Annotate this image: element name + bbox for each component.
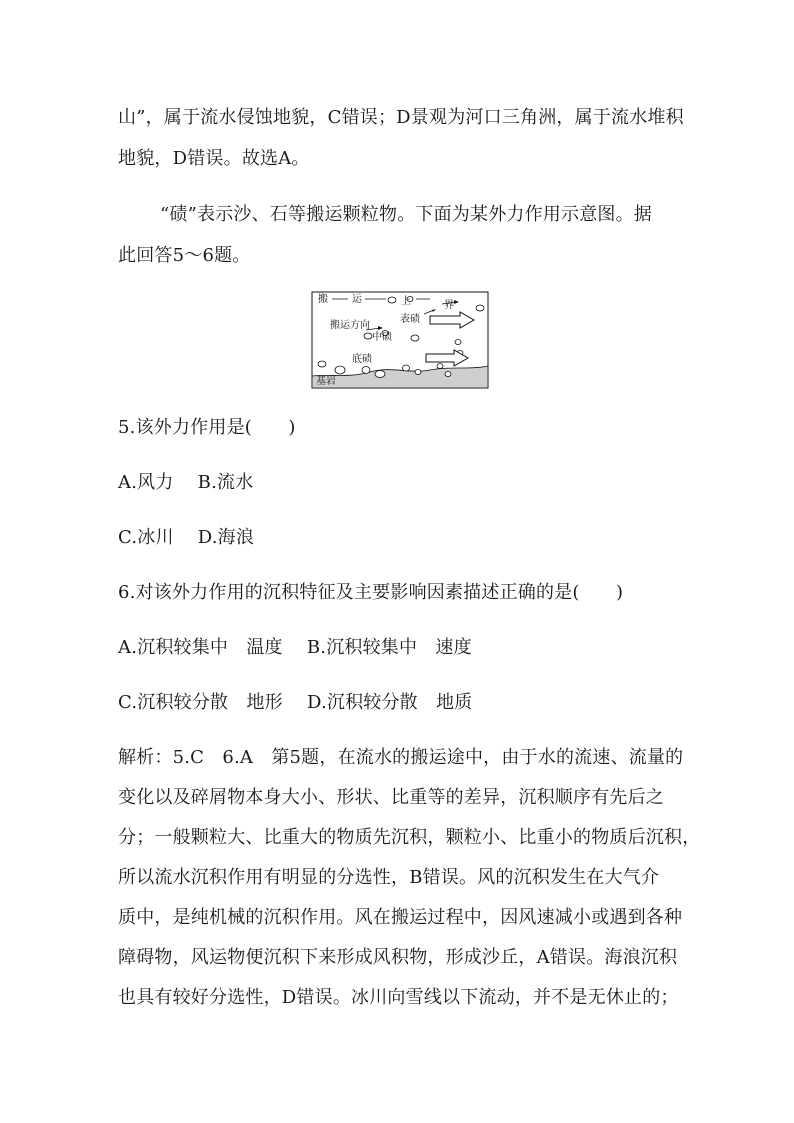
label-jie: 界 <box>444 300 454 311</box>
label-shang: 上 <box>401 296 411 307</box>
boulder-surface-1 <box>388 297 396 303</box>
label-biaoqi: 表碛 <box>400 314 420 325</box>
question-6-options-ab: A.沉积较集中 温度 B.沉积较集中 速度 <box>118 637 472 658</box>
text-line-2: 地貌，D错误。故选A。 <box>118 148 310 169</box>
question-5: 5.该外力作用是( ) <box>118 417 296 438</box>
analysis-line-5: 质中，是纯机械的沉积作用。风在搬运过程中，因风速减小或遇到各种 <box>118 907 683 928</box>
boulder-surface-3 <box>476 305 484 311</box>
label-diqi: 底碛 <box>352 354 372 365</box>
diagram-svg <box>310 290 490 390</box>
boulder-bottom-8 <box>445 372 451 377</box>
text-line-4: 此回答5～6题。 <box>118 245 251 266</box>
analysis-line-1: 解析：5.C 6.A 第5题，在流水的搬运途中，由于水的流速、流量的 <box>118 747 684 768</box>
label-ban: 搬 <box>318 294 328 305</box>
glacier-transport-diagram <box>310 290 490 390</box>
analysis-line-3: 分；一般颗粒大、比重大的物质先沉积，颗粒小、比重小的物质后沉积， <box>118 827 701 848</box>
boulder-bottom-1 <box>318 361 326 367</box>
label-bedrock: 基岩 <box>316 376 336 387</box>
analysis-line-2: 变化以及碎屑物本身大小、形状、比重等的差异，沉积顺序有先后之 <box>118 787 664 808</box>
question-5-options-cd: C.冰川 D.海浪 <box>118 527 255 548</box>
question-6-options-cd: C.沉积较分散 地形 D.沉积较分散 地质 <box>118 692 473 713</box>
boulder-bottom-7 <box>437 364 443 369</box>
boulder-bottom-2 <box>335 366 345 374</box>
question-5-options-ab: A.风力 B.流水 <box>118 472 254 493</box>
label-zhongqi: 中碛 <box>372 332 392 343</box>
boulder-bottom-3 <box>362 367 370 374</box>
label-direction: 搬运方向 <box>330 320 370 331</box>
boulder-mid-1 <box>364 333 372 339</box>
boulder-bottom-6 <box>415 370 421 375</box>
analysis-line-4: 所以流水沉积作用有明显的分选性，B错误。风的沉积发生在大气介 <box>118 867 660 888</box>
boulder-mid-4 <box>455 340 461 345</box>
question-6: 6.对该外力作用的沉积特征及主要影响因素描述正确的是( ) <box>118 582 624 603</box>
label-yun: 运 <box>352 294 362 305</box>
boulder-bottom-5 <box>403 365 410 371</box>
analysis-line-6: 障碍物，风运物便沉积下来形成风积物，形成沙丘，A错误。海浪沉积 <box>118 947 678 968</box>
text-line-3: “碛”表示沙、石等搬运颗粒物。下面为某外力作用示意图。据 <box>160 204 653 225</box>
analysis-line-7: 也具有较好分选性，D错误。冰川向雪线以下流动，并不是无休止的； <box>118 987 679 1008</box>
boulder-bottom-4 <box>375 371 385 378</box>
text-line-1: 山”，属于流水侵蚀地貌，C错误；D景观为河口三角洲，属于流水堆积 <box>118 107 684 128</box>
boulder-mid-3 <box>411 335 419 341</box>
